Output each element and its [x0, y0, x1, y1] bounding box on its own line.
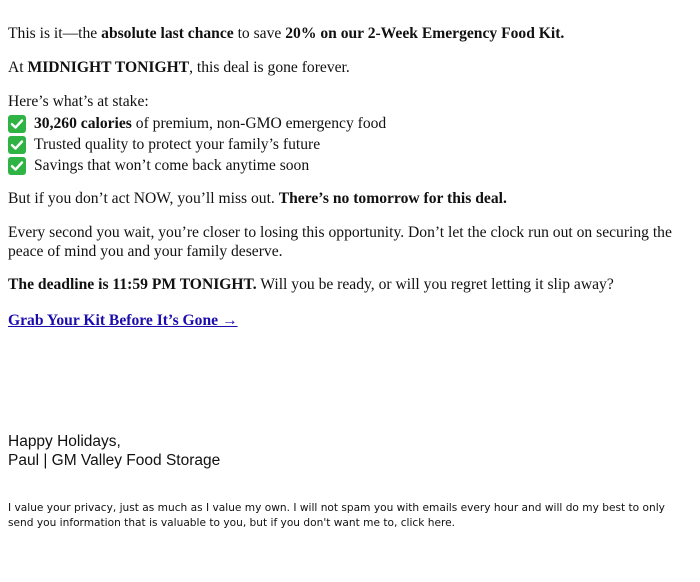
deadline-notice: At MIDNIGHT TONIGHT, this deal is gone forever. [8, 59, 350, 76]
benefit-item [8, 134, 386, 155]
intro-paragraph: This is it—the absolute last chance to save 20% on our 2-Week Emergency Food Kit. [8, 25, 565, 42]
greeting: Happy Holidays, [8, 433, 121, 450]
benefit-text: Savings that won’t come back anytime soon [34, 156, 310, 174]
signoff [8, 432, 220, 470]
privacy-notice [8, 501, 692, 531]
check-mark-icon [8, 136, 26, 154]
check-mark-icon [8, 115, 26, 133]
warning-paragraph: But if you don’t act NOW, you’ll miss out. There’s no tomorrow for this deal. [8, 190, 507, 207]
check-mark-icon [8, 157, 26, 175]
grab-kit-link[interactable]: Grab Your Kit Before It’s Gone → [8, 312, 238, 329]
unsubscribe-link[interactable]: click here. [400, 517, 455, 529]
stakes-heading: Here’s what’s at stake: [8, 93, 149, 110]
final-deadline-paragraph: The deadline is 11:59 PM TONIGHT. Will you be ready, or will you regret letting it slip away? [8, 276, 614, 293]
benefit-text: 30,260 calories of premium, non-GMO emergency food [34, 114, 387, 132]
benefits-list [8, 113, 386, 176]
benefit-text: Trusted quality to protect your family’s future [34, 135, 321, 153]
benefit-item [8, 155, 386, 176]
benefit-item [8, 113, 386, 134]
urgency-paragraph: Every second you wait, you’re closer to losing this opportunity. Don’t let the clock run out on securing the peace of mind you and your family deserve. [8, 224, 672, 260]
privacy-text: I value your privacy, just as much as I value my own. I will not spam you with emails every hour and will do my best to only send you information that is valuable to you, but if you don't want me to, [8, 502, 665, 529]
signature: Paul | GM Valley Food Storage [8, 452, 221, 469]
